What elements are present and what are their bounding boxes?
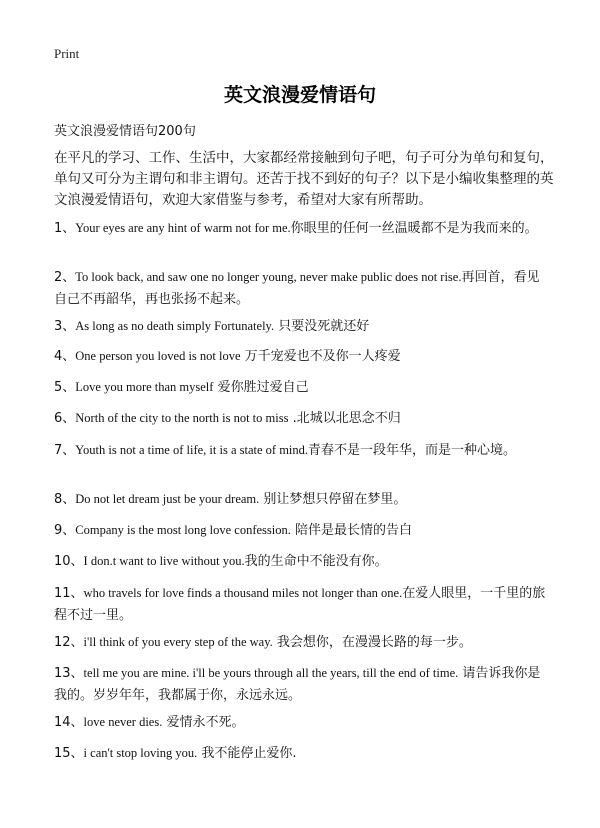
item-english: i can't stop loving you. — [83, 746, 198, 760]
page-title: 英文浪漫爱情语句 — [223, 84, 376, 106]
item-english: tell me you are mine. i'll be yours through all the years, till the end of time. — [83, 666, 459, 680]
item-number: 7、 — [54, 443, 76, 458]
list-item — [54, 742, 550, 764]
item-chinese: 只要没死就还好 — [274, 319, 370, 334]
item-english: North of the city to the north is not to miss — [75, 411, 289, 425]
item-english: One person you loved is not love — [75, 349, 241, 363]
list-item — [54, 266, 550, 310]
item-english: Company is the most long love confession. — [75, 523, 291, 537]
item-chinese: .北城以北思念不归 — [288, 411, 401, 426]
item-english: who travels for love finds a thousand miles not longer than one. — [83, 586, 403, 600]
item-number: 4、 — [54, 349, 76, 364]
item-chinese: 我的生命中不能没有你。 — [244, 554, 388, 569]
list-item — [54, 488, 550, 510]
item-chinese: 你眼里的任何一丝温暖都不是为我而来的。 — [290, 221, 538, 236]
list-item — [54, 631, 550, 653]
item-number: 9、 — [54, 523, 76, 538]
item-number: 14、 — [54, 715, 84, 730]
item-english: Do not let dream just be your dream. — [75, 492, 260, 506]
list-item — [54, 217, 550, 239]
list-item — [54, 376, 550, 398]
list-item — [54, 662, 550, 706]
item-english: I don.t want to live without you. — [83, 554, 245, 568]
item-english: As long as no death simply Fortunately. — [75, 319, 275, 333]
subtitle: 英文浪漫爱情语句200句 — [54, 124, 196, 139]
item-chinese: 我会想你，在漫漫长路的每一步。 — [272, 635, 472, 650]
item-english: Youth is not a time of life, it is a state of mind. — [75, 443, 309, 457]
item-english: Your eyes are any hint of warm not for me. — [75, 221, 291, 235]
item-number: 12、 — [54, 635, 84, 650]
item-chinese: 青春不是一段年华，而是一种心境。 — [308, 443, 517, 458]
item-english: Love you more than myself — [75, 380, 214, 394]
item-number: 15、 — [54, 746, 84, 761]
item-number: 10、 — [54, 554, 84, 569]
item-number: 11、 — [54, 586, 84, 601]
item-english: To look back, and saw one no longer young, never make public does not rise. — [75, 270, 462, 284]
intro-paragraph: 在平凡的学习、工作、生活中，大家都经常接触到句子吧，句子可分为单句和复句，单句又可分为主谓句和非主谓句。还苦于找不到好的句子？以下是小编收集整理的英文浪漫爱情语句，欢迎大家借鉴与参考，希望对大家有所帮助。 — [54, 150, 554, 208]
print-label: Print — [54, 46, 80, 61]
list-item — [54, 315, 550, 337]
list-item — [54, 439, 550, 461]
item-number: 3、 — [54, 319, 76, 334]
list-item — [54, 345, 550, 367]
item-chinese: 请告诉我你是我的。岁岁年年，我都属于你，永远永远。 — [54, 666, 541, 703]
item-number: 1、 — [54, 221, 76, 236]
list-item — [54, 550, 550, 572]
item-number: 2、 — [54, 270, 76, 285]
item-chinese: 再回首，看见自己不再韶华，再也张扬不起来。 — [54, 270, 540, 307]
item-chinese: 爱情永不死。 — [162, 715, 245, 730]
item-chinese: 万千宠爱也不及你一人疼爱 — [240, 349, 401, 364]
list-item — [54, 407, 550, 429]
item-number: 8、 — [54, 492, 76, 507]
item-english: love never dies. — [83, 715, 163, 729]
list-item — [54, 582, 550, 626]
list-item — [54, 519, 550, 541]
item-chinese: 陪伴是最长情的告白 — [290, 523, 413, 538]
item-number: 13、 — [54, 666, 84, 681]
item-number: 5、 — [54, 380, 76, 395]
item-chinese: 在爱人眼里，一千里的旅程不过一里。 — [54, 586, 546, 623]
item-chinese: 别让梦想只停留在梦里。 — [259, 492, 407, 507]
list-item — [54, 711, 550, 733]
item-chinese: 爱你胜过爱自己 — [213, 380, 309, 395]
item-number: 6、 — [54, 411, 76, 426]
item-english: i'll think of you every step of the way. — [83, 635, 273, 649]
item-chinese: 我不能停止爱你. — [197, 746, 297, 761]
